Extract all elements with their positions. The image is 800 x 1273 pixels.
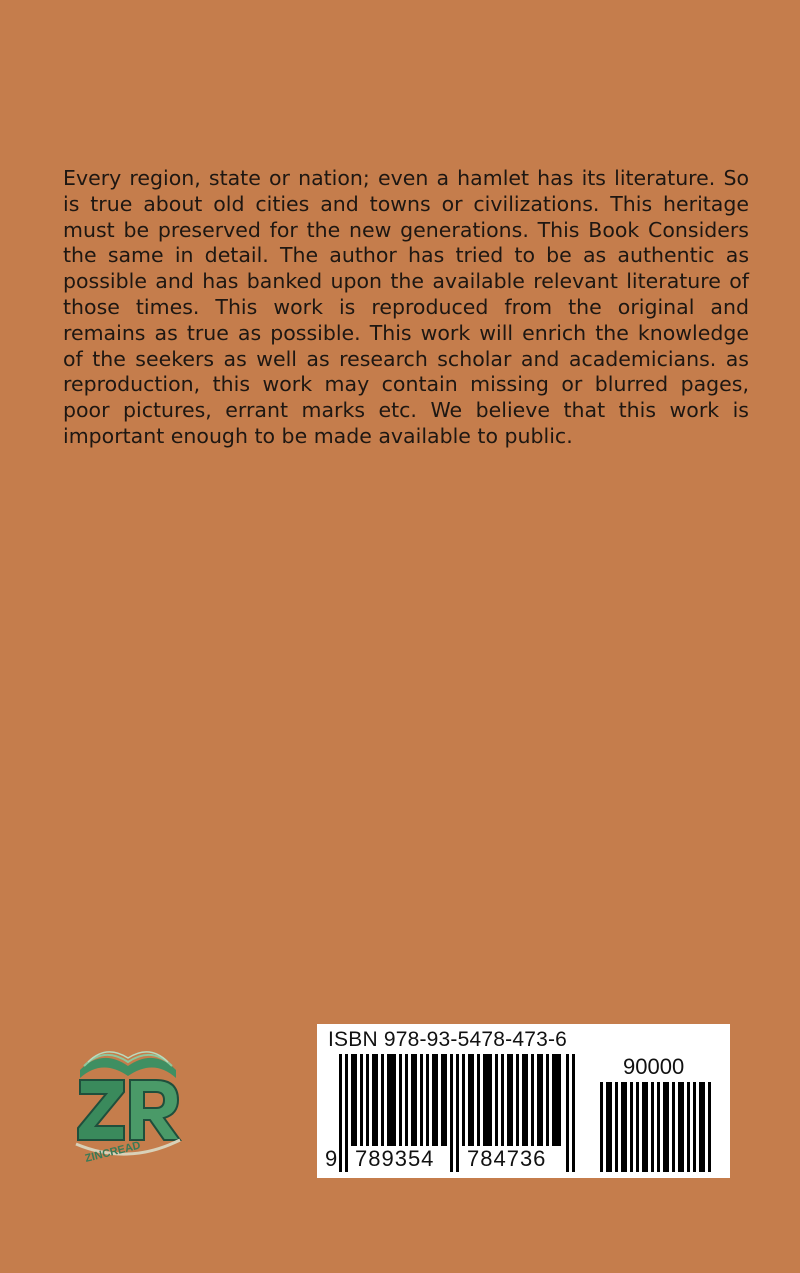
barcode-digits-left: 789354: [355, 1146, 435, 1171]
isbn-label: ISBN 978-93-5478-473-6: [328, 1028, 568, 1051]
back-cover-blurb: Every region, state or nation; even a hamlet has its literature. So is true about old cities and towns or civilizations. This heritage must be preserved for the new generations. This Book Considers the same in detail. The author has tried to be as authentic as possible and has banked upon the available relevant literature of those times. This work is reproduced from the original and remains as true as possible. This work will enrich the knowledge of the seekers as well as research scholar and academicians. as reproduction, this work may contain missing or blurred pages, poor pictures, errant marks etc. We believe that this work is important enough to be made available to public.: [63, 166, 749, 448]
isbn-barcode: [317, 1024, 730, 1178]
barcode-addon-price: 90000: [623, 1054, 685, 1079]
barcode-digits-right: 784736: [467, 1146, 547, 1171]
barcode-addon-bars-icon: [600, 1082, 715, 1172]
barcode-digit-first: 9: [325, 1146, 338, 1171]
publisher-name: ZINCREAD: [83, 1139, 142, 1165]
zincread-logo-icon: [72, 1040, 184, 1170]
